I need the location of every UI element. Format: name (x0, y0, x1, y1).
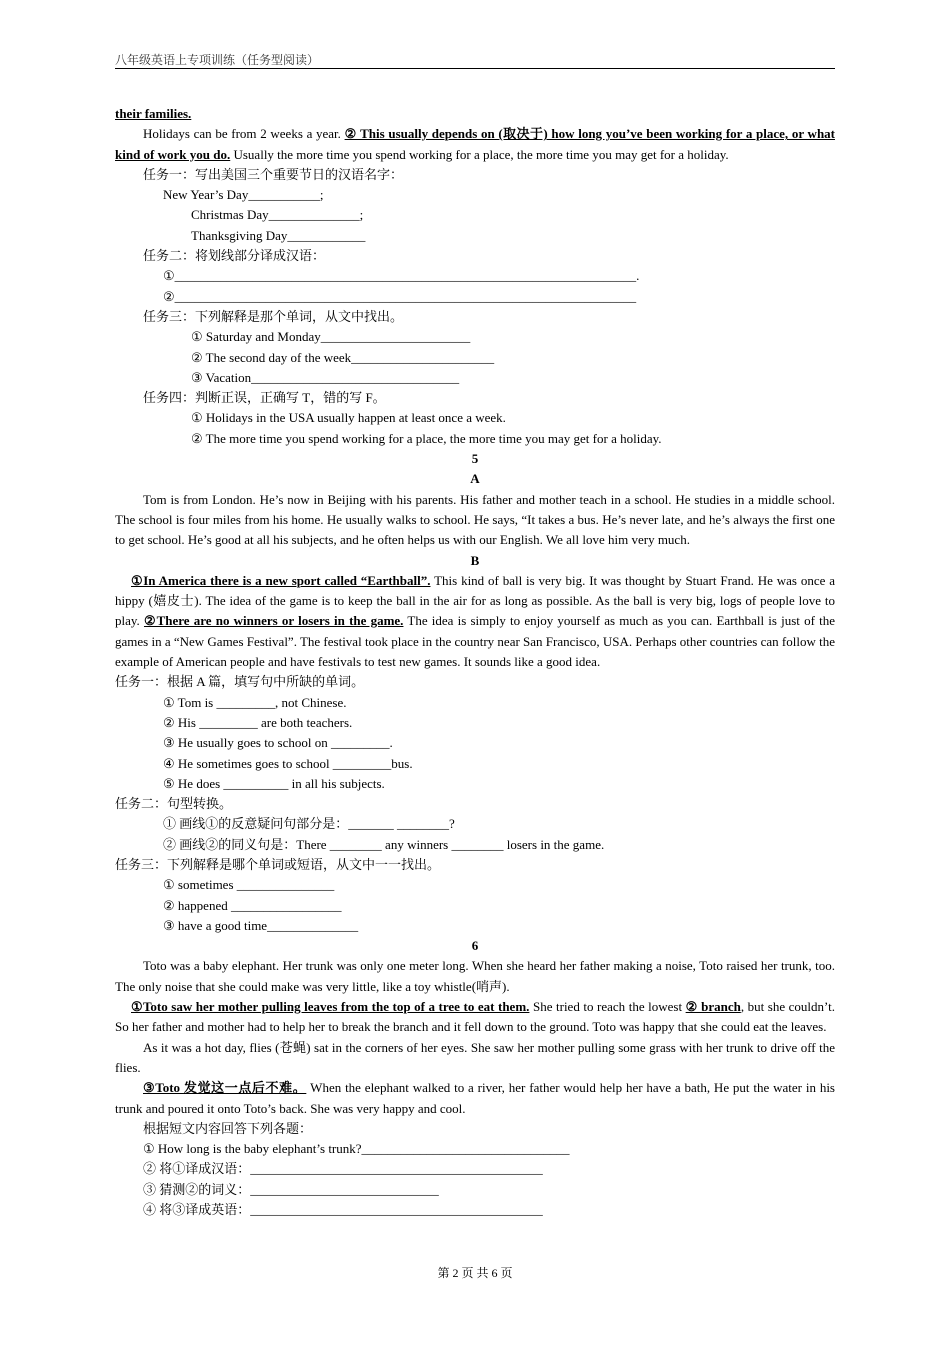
s6-underlined-sentence-3: ③Toto 发觉这一点后不难。 (143, 1080, 307, 1096)
s4-underlined-sentence-2: ② This usually depends on (取决于) how long you’ve been working for a place, or what kind of work you do. (115, 126, 835, 162)
s4-task4-item: ② The more time you spend working for a place, the more time you may get for a holiday. (191, 430, 662, 446)
s4-task2-item: ②_______________________________________________________________________ (163, 288, 637, 304)
s5-task2-item: ② 画线②的同义句是：There ________ any winners ________ losers in the game. (163, 836, 605, 852)
s5-task1-item: ① Tom is _________, not Chinese. (163, 694, 347, 710)
s5-task1-heading: 任务一：根据 A 篇，填写句中所缺的单词。 (115, 674, 365, 690)
s6-underlined-word-2: ② branch (685, 999, 741, 1015)
s4-task1-item: Thanksgiving Day____________ (191, 227, 366, 243)
s6-question-item: ① How long is the baby elephant’s trunk?________________________________ (143, 1141, 570, 1157)
s5-b-text: The idea is simply to enjoy yourself as much as you can. Earthball is just of the games in a “New Games Festival”. The festival took place in the country near San Francisco, USA. Perhaps other countries can follow the example of American people and have festivals to test new games. It sounds like a good idea. (115, 613, 835, 670)
s4-paragraph (115, 124, 835, 165)
s5-a-paragraph: Tom is from London. He’s now in Beijing with his parents. His father and mother teach in a school. He studies in a middle school. The school is four miles from his home. He usually walks to school. He says, “It takes a bus. He’s never late, and he’s always the first one to get school. He’s good at all his subjects, and he often helps us with our English. We all love him very much. (115, 491, 835, 548)
section-5-b-label: B (470, 552, 480, 568)
document-body (115, 104, 835, 1220)
s5-underlined-sentence-1: ①In America there is a new sport called “Earthball”. (131, 572, 431, 588)
s4-task1-heading: 任务一：写出美国三个重要节日的汉语名字： (143, 166, 404, 182)
s5-task3-item: ① sometimes _______________ (163, 877, 335, 893)
s4-task1-item: Christmas Day______________; (191, 207, 364, 223)
s6-p2-text: She tried to reach the lowest (529, 999, 686, 1015)
s4-task2-item: ①_______________________________________________________________________. (163, 268, 640, 284)
s5-b-paragraph (115, 571, 835, 672)
s5-underlined-sentence-2: ②There are no winners or losers in the game. (143, 613, 404, 629)
s5-task1-item: ⑤ He does __________ in all his subjects. (163, 775, 385, 791)
s5-task1-item: ② His _________ are both teachers. (163, 714, 353, 730)
s6-paragraph-3: As it was a hot day, flies (苍蝇) sat in the corners of her eyes. She saw her mother pulling some grass with her trunk to drive off the flies. (115, 1039, 835, 1075)
s4-task1-item: New Year’s Day___________; (163, 187, 324, 203)
s4-task3-item: ③ Vacation________________________________ (191, 369, 460, 385)
s6-question-item: ③ 猜测②的词义：_____________________________ (143, 1181, 439, 1197)
section-number-6: 6 (471, 938, 479, 954)
s5-b-text: This kind of ball is very big. It was thought by Stuart Frand. He was once a hippy (嬉皮士). The idea of the game is to keep the ball in the air for as long as possible. As the ball is very big, logs of people love to play. (115, 572, 835, 629)
s5-task2-heading: 任务二：句型转换。 (115, 796, 233, 812)
section-number-5: 5 (471, 451, 479, 467)
s6-question-item: ② 将①译成汉语：_____________________________________________ (143, 1161, 543, 1177)
s6-paragraph-2 (115, 997, 835, 1038)
s6-question-item: ④ 将③译成英语：_____________________________________________ (143, 1202, 543, 1218)
s5-task3-item: ② happened _________________ (163, 897, 342, 913)
s4-task3-item: ② The second day of the week______________________ (191, 349, 495, 365)
s4-task3-item: ① Saturday and Monday_______________________ (191, 329, 471, 345)
s4-task3-heading: 任务三：下列解释是那个单词，从文中找出。 (143, 308, 404, 324)
s6-questions-heading: 根据短文内容回答下列各题： (143, 1120, 313, 1136)
s6-p2-text: , but she couldn’t. So her father and mother had to help her to break the branch and it fell down to the ground. Toto was happy that she could eat the leaves. (115, 999, 835, 1035)
s4-p1-text-a: Holidays can be from 2 weeks a year. (143, 126, 345, 142)
s5-task3-heading: 任务三：下列解释是哪个单词或短语，从文中一一找出。 (115, 856, 441, 872)
s4-task2-heading: 任务二：将划线部分译成汉语： (143, 248, 326, 264)
s5-task2-item: ① 画线①的反意疑问句部分是：_______ ________? (163, 816, 455, 832)
s6-paragraph-4 (115, 1078, 835, 1119)
s5-task1-item: ③ He usually goes to school on _________. (163, 735, 393, 751)
s6-p4-text: When the elephant walked to a river, her father would help her have a bath, He put the water in his trunk and poured it onto Toto’s back. She was very happy and cool. (115, 1080, 835, 1116)
s5-task1-item: ④ He sometimes goes to school _________bus. (163, 755, 413, 771)
s6-paragraph-1: Toto was a baby elephant. Her trunk was only one meter long. When she heard her father making a noise, Toto raised her trunk, too. The only noise that she could make was very little, like a toy whistle(哨声). (115, 958, 835, 994)
s4-task4-heading: 任务四：判断正误，正确写 T，错的写 F。 (143, 390, 386, 406)
s6-underlined-sentence-1: ①Toto saw her mother pulling leaves from the top of a tree to eat them. (131, 999, 530, 1015)
page-footer: 第 2 页 共 6 页 (437, 1266, 513, 1280)
section-5-a-label: A (470, 471, 480, 487)
s4-p1-text-c: Usually the more time you spend working for a place, the more time you may get for a holiday. (230, 146, 729, 162)
continued-text: their families. (115, 106, 192, 121)
s4-task4-item: ① Holidays in the USA usually happen at least once a week. (191, 410, 506, 426)
s5-task3-item: ③ have a good time______________ (163, 917, 359, 933)
page-header: 八年级英语上专项训练（任务型阅读） (115, 53, 835, 69)
